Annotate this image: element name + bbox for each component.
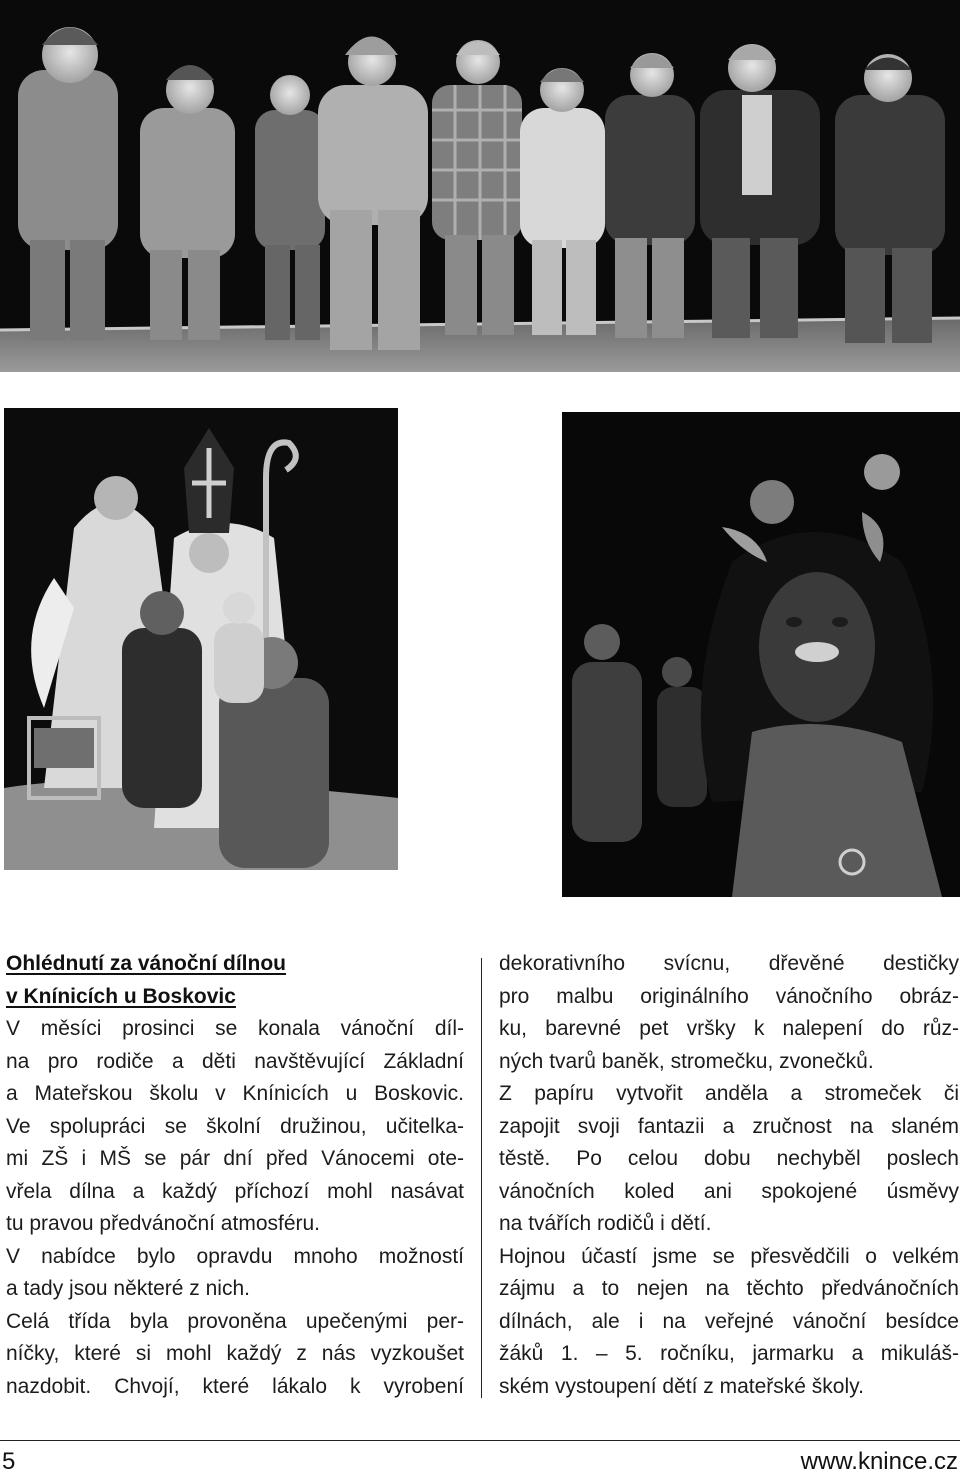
body-text-line: mi ZŠ i MŠ se pár dní před Vánocemi ote- [6,1147,464,1170]
body-text-line: tu pravou předvánoční atmosféru. [6,1212,321,1235]
body-text-line: zájmu a to nejen na těchto předvánočních [499,1277,959,1300]
body-text-line: na pro rodiče a děti navštěvující Základní [6,1049,464,1073]
page-number: 5 [2,1448,16,1475]
body-text-line: ných tvarů baněk, stromečku, zvonečků. [499,1049,874,1073]
column-divider [481,958,482,1398]
body-text-line: na tvářích rodičů i dětí. [499,1212,712,1235]
body-text-line: ském vystoupení dětí z mateřské školy. [499,1374,864,1398]
body-text-line: níčky, které si mohl každý z nás vyzkoušet [6,1342,464,1365]
website-link[interactable]: www.knince.cz [800,1448,958,1475]
body-text-line: dekorativního svícnu, dřevěné destičky [499,952,959,975]
body-text-line: V měsíci prosinci se konala vánoční díl- [6,1017,464,1040]
body-text-line: V nabídce bylo opravdu mnoho možností [6,1244,464,1268]
footer-rule [0,1440,960,1441]
article-headline-line-1: Ohlédnutí za vánoční dílnou [6,952,287,975]
body-text-line: Ve spolupráci se školní družinou, učitelka- [6,1114,464,1138]
body-text-line: těstě. Po celou dobu nechyběl poslech [499,1147,959,1170]
body-text-line: žáků 1. – 5. ročníku, jarmarku a mikuláš- [499,1342,959,1365]
body-text-line: vánočních koled ani spokojené úsměvy [499,1179,959,1203]
body-text-line: dílnách, ale i na veřejné vánoční besídce [499,1309,959,1333]
article-left-column [6,948,464,1403]
photo-children-on-stage [0,0,960,372]
article-right-column [499,948,959,1403]
body-text-line: vřela dílna a každý příchozí mohl nasávat [6,1179,464,1203]
body-text-line: nazdobit. Chvojí, které lákalo k vyrobení [6,1374,464,1398]
body-text-line: zapojit svoji fantazii a zručnost na slaném [499,1114,959,1138]
body-text-line: Z papíru vytvořit anděla a stromeček či [499,1082,959,1105]
body-text-line: a Mateřskou školu v Knínicích u Boskovic. [6,1082,464,1105]
children-on-stage-image [0,0,960,372]
body-text-line: pro malbu originálního vánočního obráz- [499,984,959,1008]
body-text-line: ku, barevné pet vršky k nalepení do růz- [499,1017,959,1040]
body-text-line: Celá třída byla provoněna upečenými per- [6,1309,464,1333]
photo-devil-costume [562,412,960,897]
st-nicholas-angel-image [4,408,398,870]
body-text-line: a tady jsou některé z nich. [6,1277,250,1300]
photo-st-nicholas-and-angel [4,408,398,870]
body-text-line: Hojnou účastí jsme se přesvědčili o velkém [499,1244,959,1268]
article-headline-line-2: v Knínicích u Boskovic [6,984,236,1008]
devil-costume-image [562,412,960,897]
